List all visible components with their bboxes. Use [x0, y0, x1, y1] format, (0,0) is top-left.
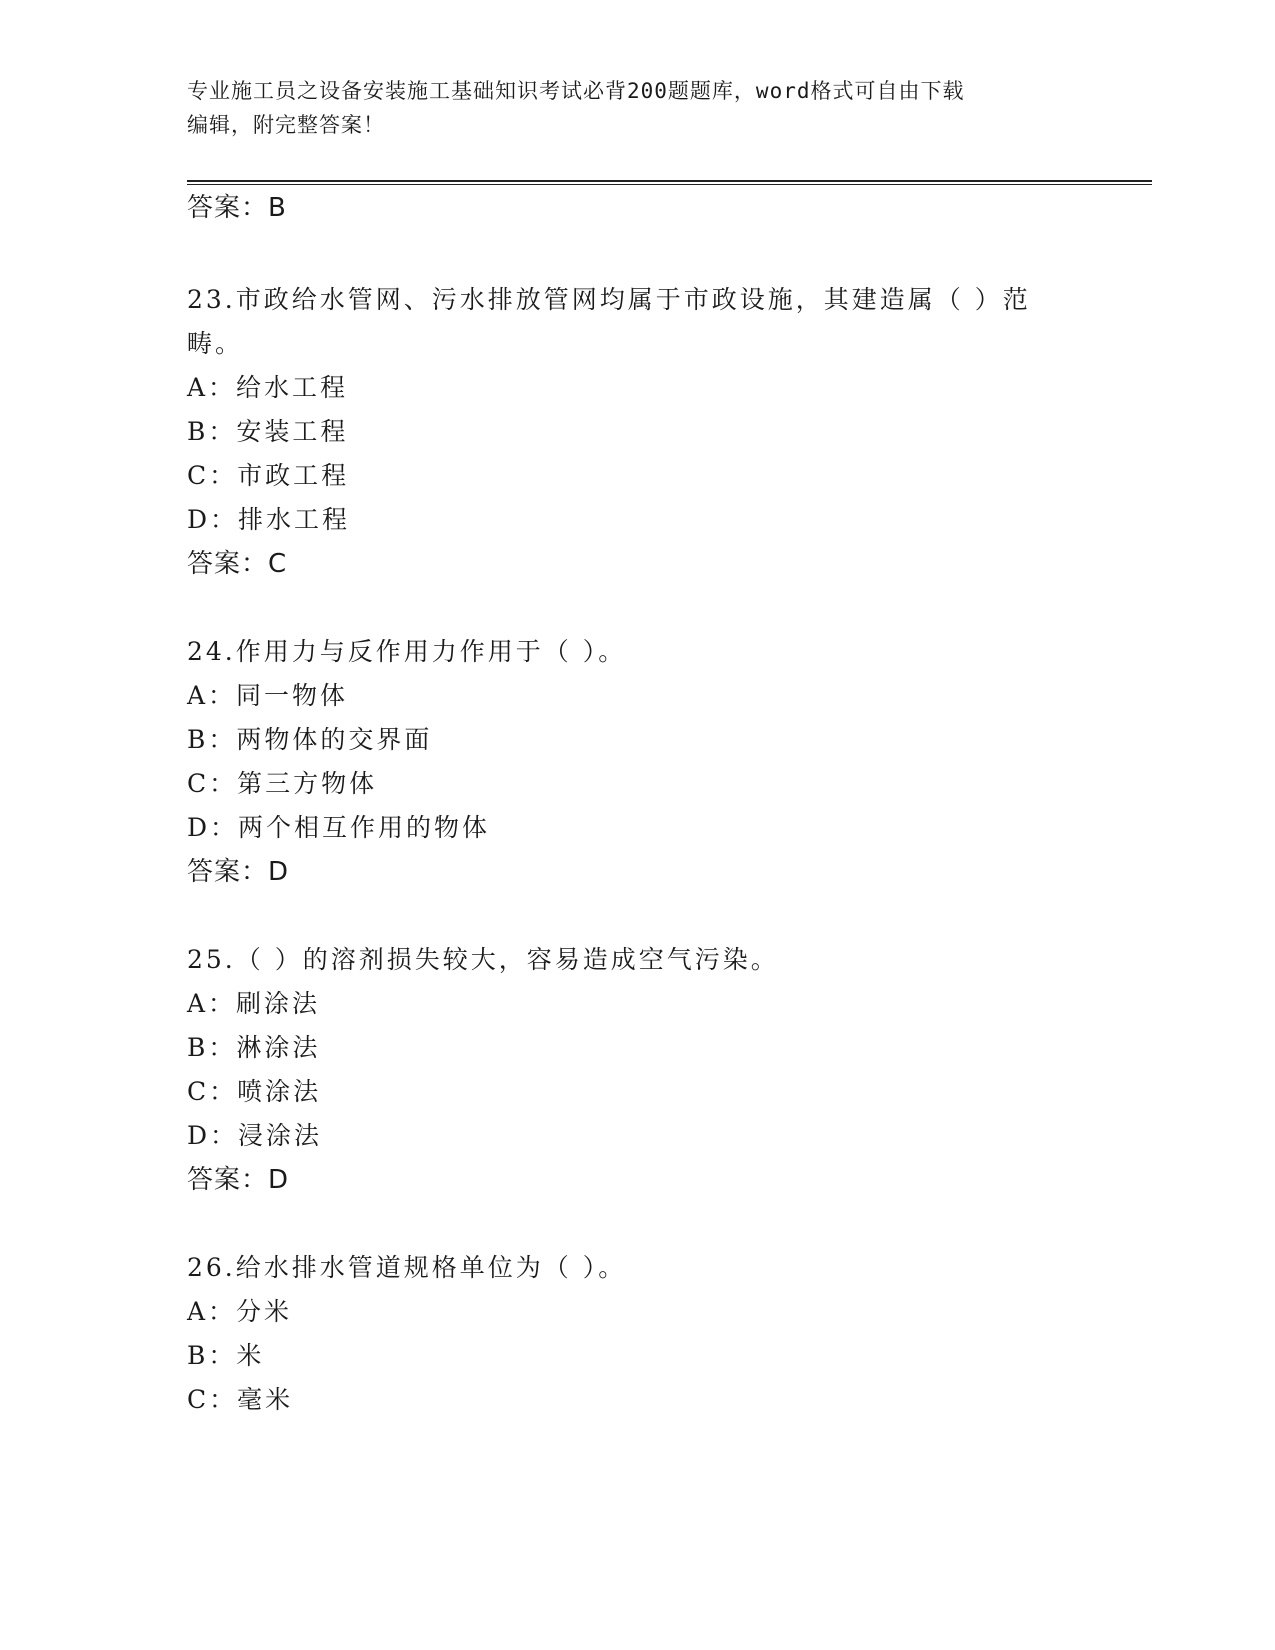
question-26-option-a: A：分米: [187, 1297, 293, 1326]
question-24-option-a: A：同一物体: [187, 681, 349, 710]
answer-q24: 答案：D: [187, 857, 290, 887]
question-24-option-d: D：两个相互作用的物体: [187, 813, 491, 842]
question-25-option-b: B：淋涂法: [187, 1033, 321, 1062]
question-24-option-b: B：两物体的交界面: [187, 725, 433, 754]
question-26-option-b: B：米: [187, 1341, 265, 1370]
question-26-text-line-1: 26.给水排水管道规格单位为（ ）。: [187, 1253, 627, 1282]
question-23-option-c: C：市政工程: [187, 461, 350, 490]
answer-q25: 答案：D: [187, 1165, 290, 1195]
question-23-text-line-1: 23.市政给水管网、污水排放管网均属于市政设施，其建造属（ ）范: [187, 285, 1031, 314]
question-24-option-c: C：第三方物体: [187, 769, 378, 798]
question-25-option-a: A：刷涂法: [187, 989, 321, 1018]
question-25-option-d: D：浸涂法: [187, 1121, 323, 1150]
header-line-1: 专业施工员之设备安装施工基础知识考试必背200题题库，word格式可自由下载: [187, 79, 965, 103]
question-23-text-line-2: 畴。: [187, 329, 244, 358]
header-line-2: 编辑，附完整答案！: [187, 113, 385, 137]
answer-q23: 答案：C: [187, 549, 288, 579]
answer-q22: 答案：B: [187, 193, 287, 223]
question-26-option-c: C：毫米: [187, 1385, 294, 1414]
question-23-option-a: A：给水工程: [187, 373, 349, 402]
question-24-text-line-1: 24.作用力与反作用力作用于（ ）。: [187, 637, 627, 666]
header-rule-thin: [187, 184, 1152, 185]
question-25-option-c: C：喷涂法: [187, 1077, 322, 1106]
question-23-option-d: D：排水工程: [187, 505, 351, 534]
header-rule-thick: [187, 180, 1152, 182]
document-header: [187, 74, 1067, 142]
question-25-text-line-1: 25.（ ）的溶剂损失较大，容易造成空气污染。: [187, 945, 779, 974]
question-23-option-b: B：安装工程: [187, 417, 349, 446]
